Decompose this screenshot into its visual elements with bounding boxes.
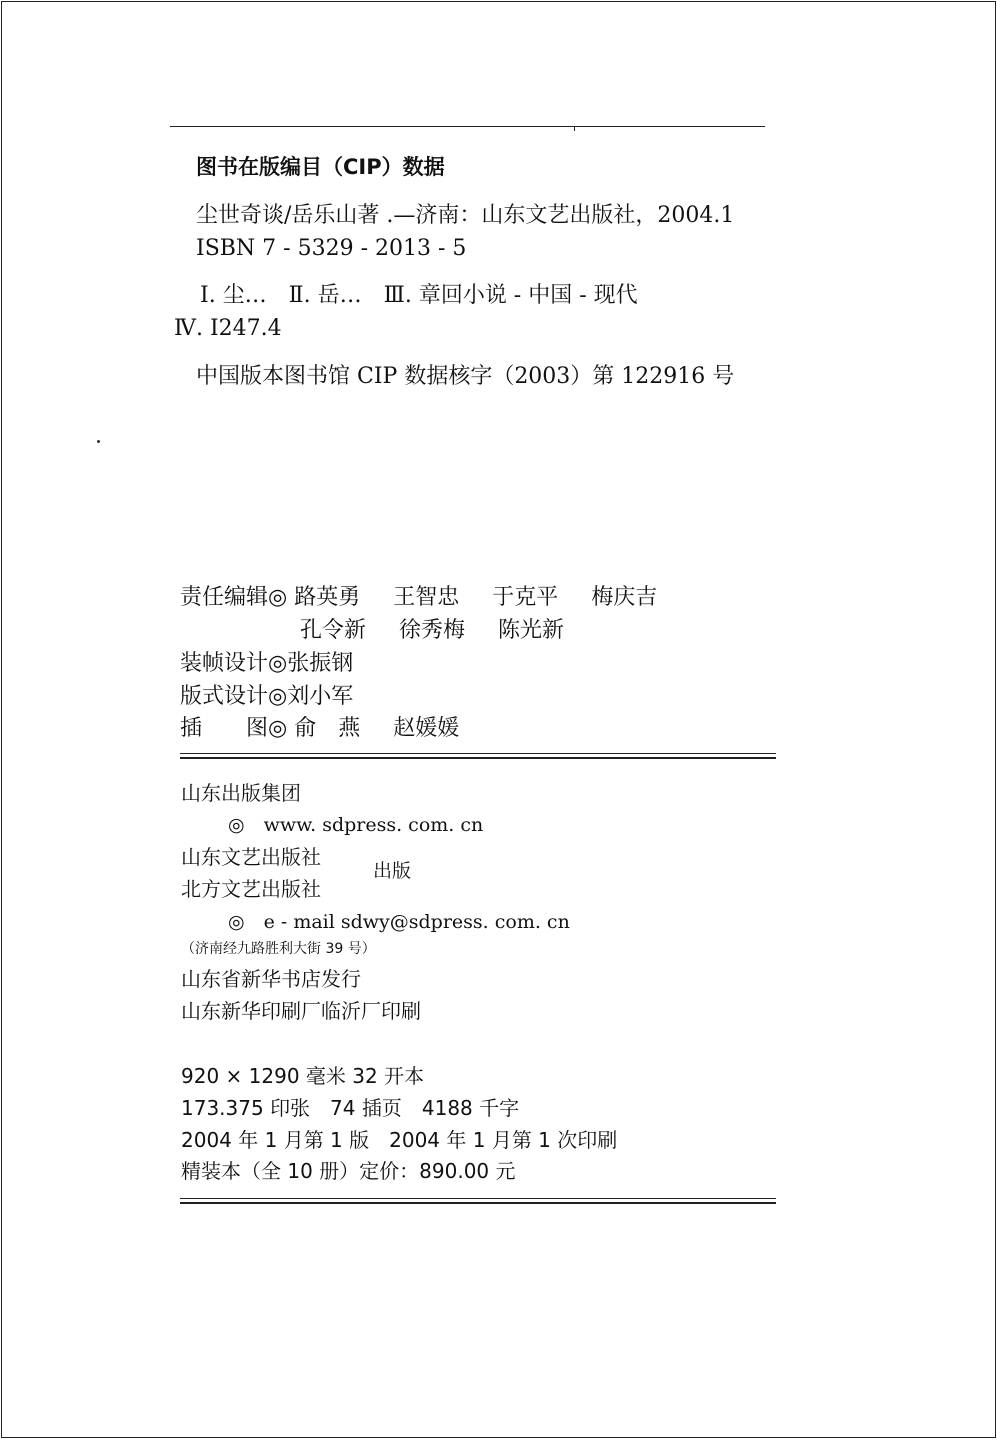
spec-price: 精装本（全 10 册）定价：890.00 元 — [181, 1159, 516, 1183]
publisher-website: ◎ www. sdpress. com. cn — [228, 814, 484, 836]
bottom-double-rule — [180, 1198, 776, 1204]
cip-title-line: 尘世奇谈/岳乐山著 .—济南：山东文艺出版社，2004.1 — [196, 203, 735, 228]
publisher-printer: 山东新华印刷厂临沂厂印刷 — [181, 999, 421, 1023]
credit-layout-role: 版式设计◎ — [180, 684, 288, 709]
credit-illustration — [180, 718, 485, 740]
publisher-press-1: 山东文艺出版社 — [181, 845, 321, 869]
credit-editors-role: 责任编辑◎ — [180, 585, 288, 610]
publisher-group: 山东出版集团 — [181, 781, 301, 805]
credit-layout — [180, 686, 353, 708]
publisher-address: （济南经九路胜利大街 39 号） — [181, 941, 376, 957]
cip-classification: Ⅳ. I247.4 — [174, 316, 282, 341]
cip-subjects: Ⅰ. 尘… Ⅱ. 岳… Ⅲ. 章回小说 - 中国 - 现代 — [200, 283, 638, 308]
publisher-email: ◎ e - mail sdwy@sdpress. com. cn — [228, 911, 570, 933]
credit-editor-name: 陈光新 — [498, 618, 565, 643]
publisher-publish-label: 出版 — [373, 860, 412, 882]
credit-layout-name: 刘小军 — [287, 684, 354, 709]
credit-binding — [180, 653, 353, 675]
credit-editor-name: 王智忠 — [393, 585, 460, 610]
credit-editors-row2 — [300, 620, 590, 642]
credit-editor-name: 于克平 — [492, 585, 559, 610]
cip-heading: 图书在版编目（CIP）数据 — [196, 155, 445, 179]
spec-format: 920 × 1290 毫米 32 开本 — [181, 1064, 425, 1088]
credit-illustrator-name: 赵媛媛 — [393, 716, 460, 741]
top-rule — [170, 126, 765, 127]
credit-editors-row1 — [180, 587, 683, 609]
credit-binding-role: 装帧设计◎ — [180, 651, 288, 676]
spec-edition: 2004 年 1 月第 1 版 2004 年 1 月第 1 次印刷 — [181, 1128, 618, 1152]
credit-illustration-role: 插 图◎ — [180, 716, 288, 741]
credit-editor-name: 孔令新 — [300, 618, 367, 643]
credit-editor-name: 路英勇 — [294, 585, 361, 610]
cip-isbn: ISBN 7 - 5329 - 2013 - 5 — [196, 236, 467, 261]
spec-sheets: 173.375 印张 74 插页 4188 千字 — [181, 1096, 520, 1120]
publisher-distributor: 山东省新华书店发行 — [181, 967, 361, 991]
credit-editor-name: 梅庆吉 — [591, 585, 658, 610]
scan-dot — [97, 440, 100, 443]
credit-editor-name: 徐秀梅 — [399, 618, 466, 643]
cip-record: 中国版本图书馆 CIP 数据核字（2003）第 122916 号 — [196, 364, 735, 389]
top-rule-tick — [574, 126, 575, 131]
credit-binding-name: 张振钢 — [287, 651, 354, 676]
publisher-press-2: 北方文艺出版社 — [181, 877, 321, 901]
divider-double-rule — [180, 753, 776, 759]
credit-illustrator-name: 俞 燕 — [294, 716, 361, 741]
